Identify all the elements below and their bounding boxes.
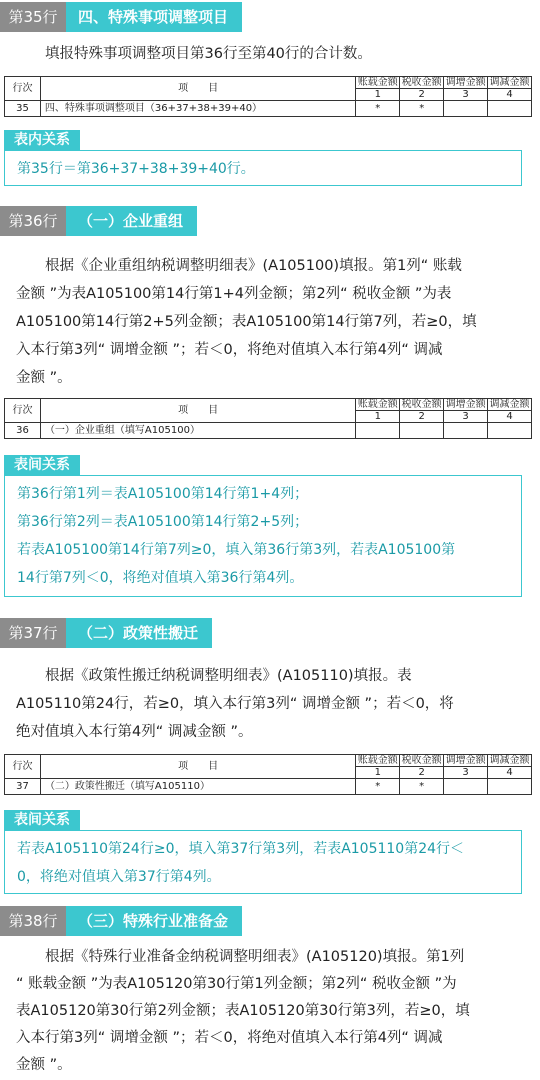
form-table (4, 398, 532, 439)
row-number: 35 (5, 101, 41, 117)
row-item: 四、特殊事项调整项目（36+37+38+39+40） (40, 101, 355, 117)
table-row (5, 779, 532, 795)
row-item: （一）企业重组（填写A105100） (40, 423, 355, 439)
section-header-35 (0, 2, 540, 32)
header-col: 税收金额 (401, 755, 442, 766)
header-item: 项 目 (40, 755, 355, 779)
cell: * (400, 779, 444, 795)
row-number: 37 (5, 779, 41, 795)
header-col: 税收金额 (401, 77, 442, 88)
section-header-36 (0, 206, 540, 236)
col-number: 1 (356, 767, 400, 779)
section-description: 填报特殊事项调整项目第36行至第40行的合计数。 (45, 46, 372, 62)
section-header-37 (0, 618, 540, 648)
header-col: 账载金额 (357, 399, 398, 410)
relation-box: 第36行第1列＝表A105100第14行第1+4列； 第36行第2列＝表A105100第14行第2+5列； 若表A105100第14行第7列≥0，填入第36行第3列，若表A105100第 14行第7列＜0，将绝对值填入第36行第4列。 (4, 475, 522, 597)
section-description: 根据《政策性搬迁纳税调整明细表》(A105110)填报。表 A105110第24行，若≥0，填入本行第3列“ 调增金额 ”；若＜0，将 绝对值填入本行第4列“ 调减金额 ”。 (16, 668, 454, 740)
header-col: 调减金额 (489, 77, 530, 88)
row-tag: 第38行 (0, 906, 66, 936)
col-number: 2 (400, 411, 444, 423)
cell (488, 423, 532, 439)
header-row-number: 行次 (5, 399, 41, 423)
row-tag: 第36行 (0, 206, 66, 236)
header-col: 账载金额 (357, 755, 398, 766)
table-row (5, 101, 532, 117)
cell (400, 423, 444, 439)
cell (356, 423, 400, 439)
header-item: 项 目 (40, 77, 355, 101)
section-header-38 (0, 906, 540, 936)
header-col: 调增金额 (445, 77, 486, 88)
relation-label: 表间关系 (4, 455, 80, 475)
section-description: 根据《特殊行业准备金纳税调整明细表》(A105120)填报。第1列 “ 账载金额 ”为表A105120第30行第1列金额；第2列“ 税收金额 ”为 表A105120第30行第2列金额；表A105120第30行第3列，若≥0，填 入本行第3列“ 调增金额 ”；若＜0，将绝对值填入本行第4列“ 调减 金额 ”。 (16, 949, 470, 1073)
col-number: 2 (400, 767, 444, 779)
row-tag: 第37行 (0, 618, 66, 648)
col-number: 4 (488, 767, 532, 779)
relation-label: 表内关系 (4, 130, 80, 150)
header-col: 调增金额 (445, 755, 486, 766)
header-col: 税收金额 (401, 399, 442, 410)
section-title: （二）政策性搬迁 (66, 618, 212, 648)
header-row-number: 行次 (5, 77, 41, 101)
cell (444, 101, 488, 117)
cell: * (356, 101, 400, 117)
header-col: 账载金额 (357, 77, 398, 88)
col-number: 1 (356, 89, 400, 101)
col-number: 3 (444, 89, 488, 101)
cell: * (400, 101, 444, 117)
header-col: 调增金额 (445, 399, 486, 410)
form-table (4, 76, 532, 117)
header-col: 调减金额 (489, 399, 530, 410)
header-item: 项 目 (40, 399, 355, 423)
relation-box: 第35行＝第36+37+38+39+40行。 (4, 150, 522, 186)
row-item: （二）政策性搬迁（填写A105110） (40, 779, 355, 795)
col-number: 1 (356, 411, 400, 423)
cell (444, 423, 488, 439)
relation-label: 表间关系 (4, 810, 80, 830)
col-number: 4 (488, 411, 532, 423)
row-tag: 第35行 (0, 2, 66, 32)
section-description: 根据《企业重组纳税调整明细表》(A105100)填报。第1列“ 账载 金额 ”为表A105100第14行第1+4列金额；第2列“ 税收金额 ”为表 A105100第14行第2+5列金额；表A105100第14行第7列，若≥0，填 入本行第3列“ 调增金额 ”；若＜0，将绝对值填入本行第4列“ 调减 金额 ”。 (16, 258, 477, 386)
col-number: 3 (444, 411, 488, 423)
section-title: 四、特殊事项调整项目 (66, 2, 242, 32)
header-row-number: 行次 (5, 755, 41, 779)
cell (488, 101, 532, 117)
cell (444, 779, 488, 795)
col-number: 4 (488, 89, 532, 101)
row-number: 36 (5, 423, 41, 439)
cell (488, 779, 532, 795)
cell: * (356, 779, 400, 795)
relation-box: 若表A105110第24行≥0，填入第37行第3列，若表A105110第24行＜ 0，将绝对值填入第37行第4列。 (4, 830, 522, 894)
section-title: （一）企业重组 (66, 206, 197, 236)
table-row (5, 423, 532, 439)
header-col: 调减金额 (489, 755, 530, 766)
col-number: 2 (400, 89, 444, 101)
form-table (4, 754, 532, 795)
section-title: （三）特殊行业准备金 (66, 906, 242, 936)
col-number: 3 (444, 767, 488, 779)
